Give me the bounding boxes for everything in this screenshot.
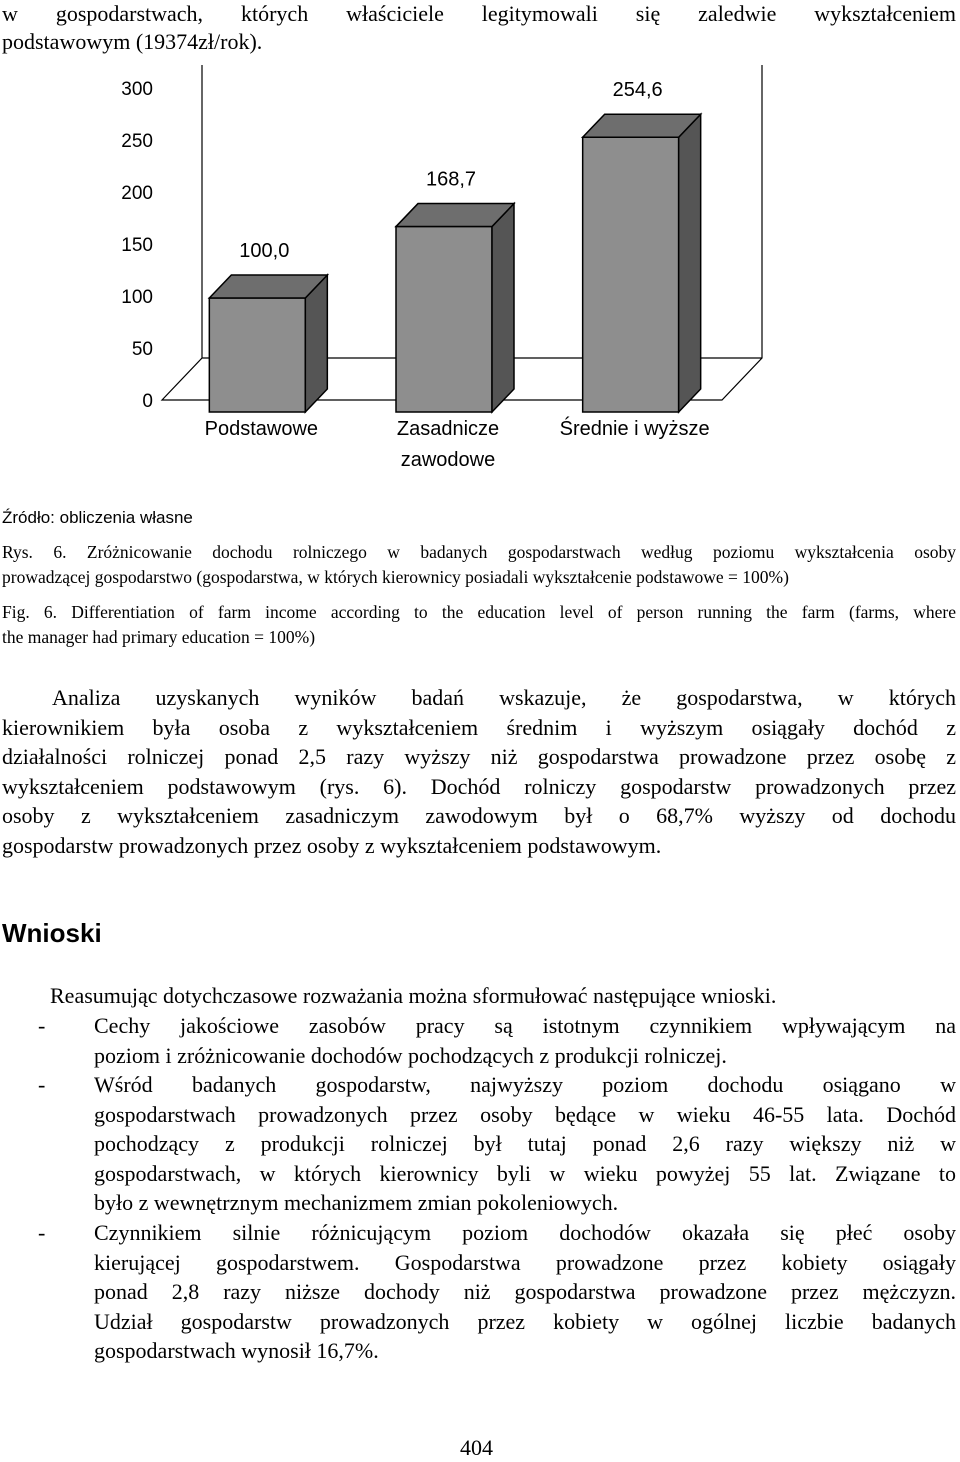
category-labels: [205, 416, 710, 471]
bar-front: [209, 298, 305, 412]
page-number: 404: [460, 1435, 493, 1460]
conclusion-line: gospodarstwach, w których kierownicy byli w wieku powyżej 55 lat. Związane to: [94, 1160, 956, 1186]
y-axis-ticks: [121, 79, 153, 412]
y-tick-label: 100: [121, 287, 153, 308]
conclusion-line: Wśród badanych gospodarstw, najwyższy poziom dochodu osiągano w: [94, 1072, 956, 1097]
x-tick-label: zawodowe: [400, 449, 496, 471]
bar-top: [583, 114, 701, 137]
data-label: 168,7: [425, 168, 477, 191]
y-tick-label: 200: [121, 183, 153, 204]
conclusion-line: poziom i zróżnicowanie dochodów pochodzących z produkcji rolniczej.: [94, 1042, 727, 1068]
caption-english: [2, 600, 956, 650]
conclusion-line: było z wewnętrznym mechanizmem zmian pokoleniowych.: [94, 1190, 619, 1215]
y-tick-label: 300: [121, 79, 153, 100]
bar-side: [492, 204, 514, 412]
chart-bars: [209, 114, 700, 412]
bar-top: [396, 204, 514, 227]
bar-front: [396, 227, 492, 412]
analysis-line: gospodarstw prowadzonych przez osoby z wykształceniem podstawowym.: [2, 832, 662, 858]
bar-front: [583, 137, 679, 412]
conclusion-line: Czynnikiem silnie różnicującym poziom dochodów okazała się płeć osoby: [94, 1220, 956, 1245]
conclusion-line: pochodzący z produkcji rolniczej był tutaj ponad 2,6 razy większy niż w: [94, 1131, 956, 1156]
dash-bullet: -: [38, 1220, 46, 1245]
x-tick-label: Średnie i wyższe: [559, 418, 710, 440]
x-tick-label: Podstawowe: [204, 418, 319, 440]
conclusion-line: Udział gospodarstw prowadzonych przez kobiety w ogólnej liczbie badanych: [94, 1308, 956, 1334]
conclusion-line: ponad 2,8 razy niższe dochody niż gospodarstwa prowadzone przez mężczyzn.: [94, 1279, 956, 1304]
y-tick-label: 50: [131, 339, 153, 360]
conclusion-line: gospodarstwach wynosił 16,7%.: [94, 1338, 379, 1363]
data-label: 100,0: [239, 240, 290, 262]
dash-bullet: -: [38, 1072, 46, 1097]
bar-chart: [0, 65, 960, 495]
intro-line-1: w gospodarstwach, których właściciele legitymowali się zaledwie wykształceniem: [2, 1, 956, 26]
intro-line-2: podstawowym (19374zł/rok).: [2, 29, 263, 54]
conclusion-line: Cechy jakościowe zasobów pracy są istotnym czynnikiem wpływającym na: [94, 1013, 956, 1038]
analysis-line: osoby z wykształceniem zasadniczym zawodowym był o 68,7% wyższy od dochodu: [2, 803, 956, 828]
analysis-paragraph: [2, 683, 956, 860]
analysis-line: wykształceniem podstawowym (rys. 6). Dochód rolniczy gospodarstw prowadzonych przez: [2, 773, 956, 799]
conclusion-line: kierującej gospodarstwem. Gospodarstwa prowadzone przez kobiety osiągały: [94, 1249, 956, 1275]
bar-side: [679, 114, 701, 412]
x-tick-label: Zasadnicze: [396, 418, 500, 440]
caption-polish-line-1: Rys. 6. Zróżnicowanie dochodu rolniczego w badanych gospodarstwach według poziomu wykształcenia osoby: [2, 542, 956, 562]
conclusion-line: gospodarstwach prowadzonych przez osoby będące w wieku 46-55 lata. Dochód: [94, 1101, 956, 1127]
y-tick-label: 250: [121, 131, 153, 152]
section-heading: Wnioski: [2, 918, 102, 948]
caption-english-line-1: Fig. 6. Differentiation of farm income according to the education level of person running the farm (farms, where: [2, 602, 956, 622]
source-note: Źródło: obliczenia własne: [2, 508, 193, 527]
conclusions-lead: Reasumując dotychczasowe rozważania można sformułować następujące wnioski.: [50, 983, 777, 1008]
caption-polish-line-2: prowadzącej gospodarstwo (gospodarstwa, w których kierownicy posiadali wykształcenie podstawowe = 100%): [2, 567, 789, 587]
analysis-line: działalności rolniczej ponad 2,5 razy wyższy niż gospodarstwa prowadzone przez osobę z: [2, 744, 956, 769]
dash-bullet: -: [38, 1013, 46, 1038]
analysis-line: Analiza uzyskanych wyników badań wskazuje, że gospodarstwa, w których: [52, 685, 956, 710]
y-tick-label: 0: [142, 391, 153, 412]
intro-paragraph: [2, 0, 956, 56]
caption-english-line-2: the manager had primary education = 100%): [2, 627, 316, 647]
caption-polish: [2, 540, 956, 590]
y-tick-label: 150: [121, 235, 153, 256]
analysis-line: kierownikiem była osoba z wykształceniem średnim i wyższym osiągały dochód z: [2, 714, 956, 740]
bar-top: [209, 275, 327, 298]
data-label: 254,6: [612, 79, 663, 102]
